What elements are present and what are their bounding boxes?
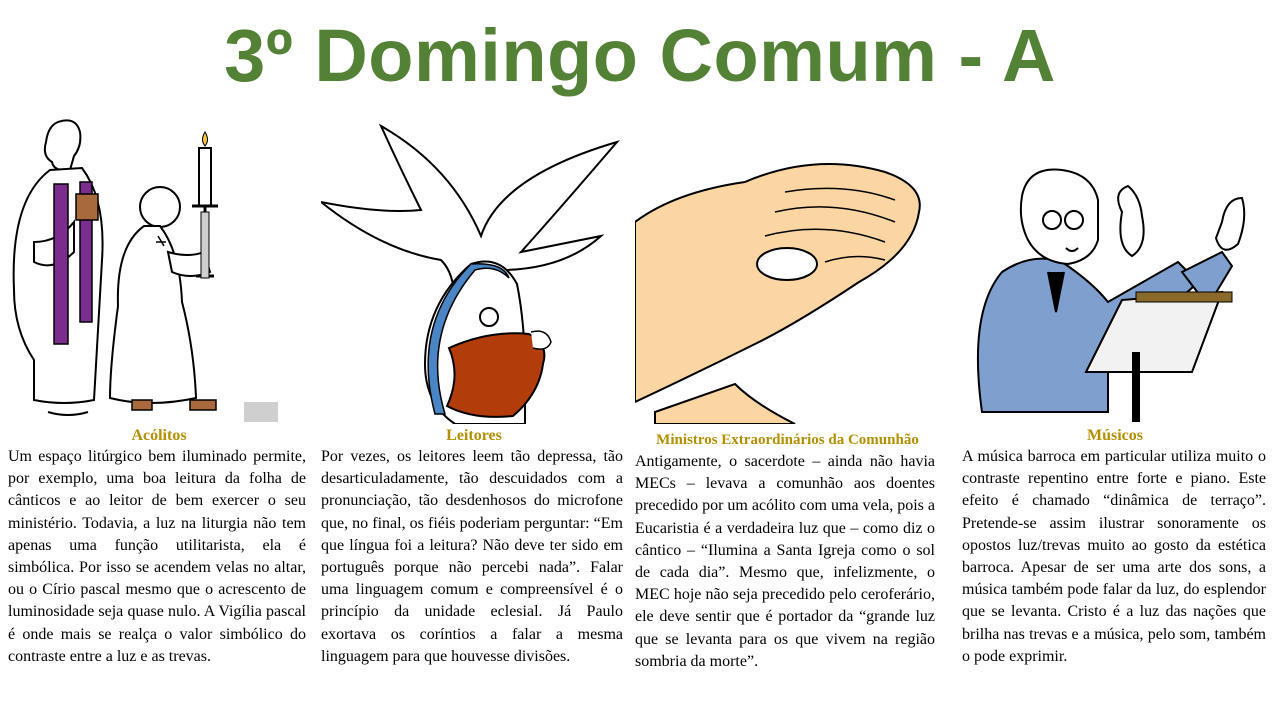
readers-illustration [321,112,621,424]
text-mecs: Antigamente, o sacerdote – ainda não havia MECs – levava a comunhão aos doentes precedido por um acólito com uma vela, pois a Eucaristia é a verdadeira luz que – como diz o cântico – “Ilumina a Santa Igreja como o sol de cada dia”. Mesmo que, infelizmente, o MEC hoje não seja precedido pelo ceroferário, ele deve sentir que é portador da “grande luz que se levanta para os que vivem na região sombria da morte”. [635,453,935,670]
acolytes-illustration [8,112,298,424]
text-acolitos: Um espaço litúrgico bem iluminado permite, por exemplo, uma boa leitura da folha de cânticos e ao leitor de bem exercer o seu ministério. Todavia, a luz na liturgia não tem apenas uma função utilitarista, ela é simbólica. Por isso se acendem velas no altar, ou o Círio pascal mesmo que o acrescento de luminosidade seja quase nulo. A Vigília pascal é onde mais se realça o valor simbólico do contraste entre a luz e as trevas. [8,448,306,665]
heading-leitores: Leitores [446,427,502,444]
heading-musicos: Músicos [1087,427,1143,444]
text-leitores: Por vezes, os leitores leem tão depressa, tão desarticuladamente, tão descuidados com a pronunciação, tão desdenhosos do microfone que, no final, os fiéis poderiam perguntar: “Em que língua foi a leitura? Não deve ter sido em português porque não percebi nada”. Falar uma linguagem comum e compreensível é o princípio da unidade eclesial. Já Paulo exortava os coríntios a falar a mesma linguagem para que houvesse divisões. [321,448,623,665]
page-title: 3º Domingo Comum - A [224,14,1056,97]
communion-hands-illustration [635,112,935,424]
heading-acolitos: Acólitos [131,427,187,444]
text-musicos: A música barroca em particular utiliza muito o contraste repentino entre forte e piano. Este efeito é chamado “dinâmica de terraço”. Pretende-se assim ilustrar sonoramente os opostos luz/trevas muito ao gosto da estética barroca. Apesar de ser uma arte dos sons, a música também pode falar da luz, do esplendor que se levanta. Cristo é a luz das nações que brilha nas trevas e a música, pelo som, também o pode exprimir. [962,448,1266,665]
musicians-illustration [962,112,1268,424]
heading-mecs: Ministros Extraordinários da Comunhão [656,432,919,448]
